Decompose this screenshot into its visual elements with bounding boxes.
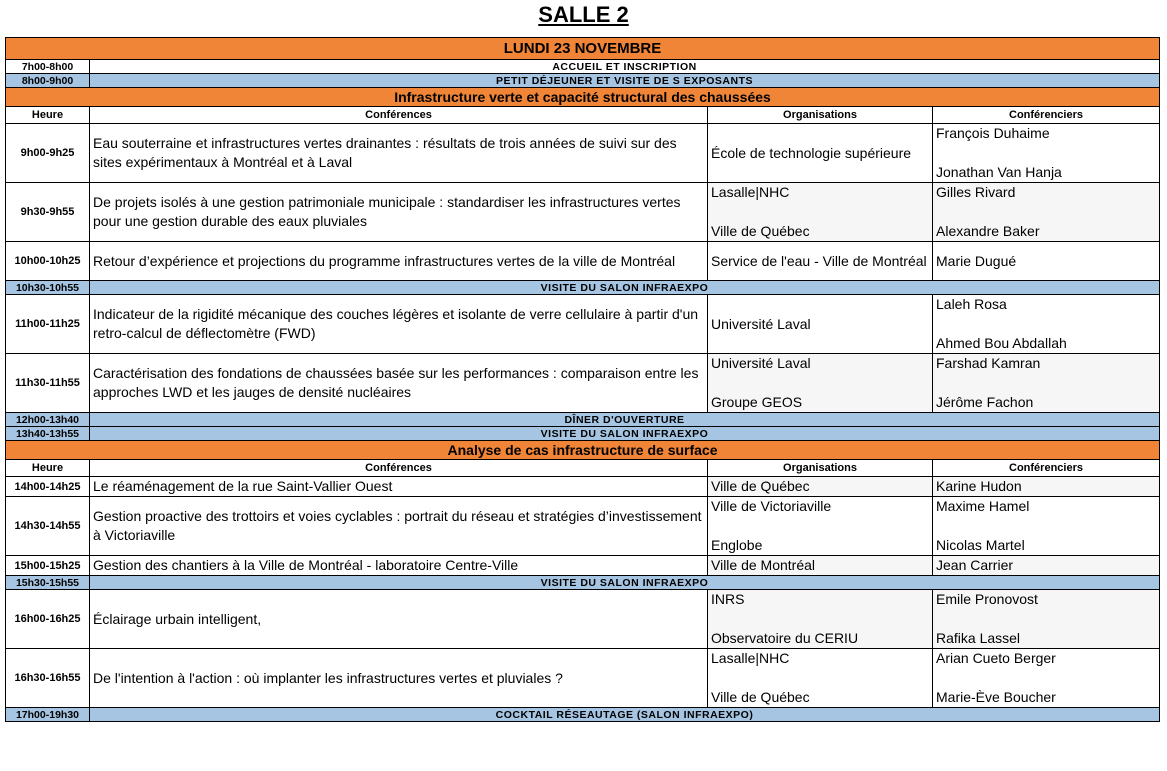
speaker-name: Jean Carrier xyxy=(936,557,1014,573)
session-title: De l'intention à l'action : où implanter les infrastructures vertes et pluviales ? xyxy=(90,649,708,708)
speaker-name: Alexandre Baker xyxy=(936,223,1040,239)
session-time: 9h30-9h55 xyxy=(6,183,90,242)
session-speakers xyxy=(933,354,1160,413)
header-time: Heure xyxy=(6,460,90,477)
session-organisation xyxy=(708,477,933,497)
organisation-name: Université Laval xyxy=(711,355,811,371)
band-row-visite-1 xyxy=(6,281,1160,295)
session-title: Gestion proactive des trottoirs et voies cyclables : portrait du réseau et stratégies d’investissement à Victoriaville xyxy=(90,497,708,556)
page-title-text: SALLE 2 xyxy=(538,2,629,27)
session-title: Éclairage urbain intelligent, xyxy=(90,590,708,649)
organisation-name: Ville de Québec xyxy=(711,689,810,705)
organisation-name: Université Laval xyxy=(711,315,811,332)
band-label: VISITE DU SALON INFRAEXPO xyxy=(90,576,1160,590)
session-time: 15h00-15h25 xyxy=(6,556,90,576)
speaker-name: Karine Hudon xyxy=(936,478,1022,494)
speaker-name: Rafika Lassel xyxy=(936,630,1021,646)
session-speakers xyxy=(933,590,1160,649)
header-speakers: Conférenciers xyxy=(933,460,1160,477)
session-speakers xyxy=(933,477,1160,497)
speaker-name: Nicolas Martel xyxy=(936,537,1025,553)
speaker-name: Maxime Hamel xyxy=(936,498,1030,514)
header-conferences: Conférences xyxy=(90,460,708,477)
session-time: 9h00-9h25 xyxy=(6,124,90,183)
band-time: 17h00-19h30 xyxy=(6,708,90,722)
session-time: 16h00-16h25 xyxy=(6,590,90,649)
band-row-diner xyxy=(6,413,1160,427)
session-speakers xyxy=(933,183,1160,242)
header-organisations: Organisations xyxy=(708,460,933,477)
band-row-accueil xyxy=(6,60,1160,74)
section-title: Analyse de cas infrastructure de surface xyxy=(6,441,1160,460)
session-title: Caractérisation des fondations de chaussées basée sur les performances : comparaison entre les approches LWD et les jauges de densité nucléaires xyxy=(90,354,708,413)
band-label: VISITE DU SALON INFRAEXPO xyxy=(90,281,1160,295)
header-speakers: Conférenciers xyxy=(933,107,1160,124)
session-time: 16h30-16h55 xyxy=(6,649,90,708)
speaker-name: Marie-Ève Boucher xyxy=(936,689,1056,705)
band-time: 10h30-10h55 xyxy=(6,281,90,295)
session-row xyxy=(6,477,1160,497)
session-time: 14h00-14h25 xyxy=(6,477,90,497)
session-title: Gestion des chantiers à la Ville de Montréal - laboratoire Centre-Ville xyxy=(90,556,708,576)
speaker-name: Ahmed Bou Abdallah xyxy=(936,335,1067,351)
session-speakers xyxy=(933,556,1160,576)
band-time: 12h00-13h40 xyxy=(6,413,90,427)
speaker-name: Jonathan Van Hanja xyxy=(936,164,1062,180)
organisation-name: Ville de Québec xyxy=(711,223,810,239)
speaker-name: Arian Cueto Berger xyxy=(936,650,1056,666)
organisation-name: Englobe xyxy=(711,537,763,553)
session-speakers xyxy=(933,497,1160,556)
speaker-name: Laleh Rosa xyxy=(936,296,1007,312)
column-header-row xyxy=(6,107,1160,124)
session-time: 14h30-14h55 xyxy=(6,497,90,556)
session-row xyxy=(6,590,1160,649)
session-row xyxy=(6,295,1160,354)
session-title: Indicateur de la rigidité mécanique des couches légères et isolante de verre cellulaire à partir d'un retro-calcul de déflectomètre (FWD) xyxy=(90,295,708,354)
organisation-name: Service de l'eau - Ville de Montréal xyxy=(711,252,927,269)
schedule-table xyxy=(5,37,1160,722)
speaker-name: Farshad Kamran xyxy=(936,355,1041,371)
band-time: 7h00-8h00 xyxy=(6,60,90,74)
session-organisation xyxy=(708,556,933,576)
column-header-row xyxy=(6,460,1160,477)
organisation-name: Ville de Montréal xyxy=(711,557,816,573)
header-organisations: Organisations xyxy=(708,107,933,124)
band-time: 15h30-15h55 xyxy=(6,576,90,590)
band-row-visite-3 xyxy=(6,576,1160,590)
section-header-row-1 xyxy=(6,88,1160,107)
session-row xyxy=(6,497,1160,556)
band-time: 13h40-13h55 xyxy=(6,427,90,441)
session-time: 10h00-10h25 xyxy=(6,242,90,281)
page-title xyxy=(0,0,1167,34)
session-organisation xyxy=(708,124,933,183)
band-label: ACCUEIL ET INSCRIPTION xyxy=(90,60,1160,74)
speaker-name: Gilles Rivard xyxy=(936,184,1016,200)
organisation-name: Ville de Victoriaville xyxy=(711,498,832,514)
organisation-name: Observatoire du CERIU xyxy=(711,630,859,646)
speaker-name: Emile Pronovost xyxy=(936,591,1038,607)
organisation-name: Ville de Québec xyxy=(711,478,810,494)
session-organisation xyxy=(708,649,933,708)
band-label: VISITE DU SALON INFRAEXPO xyxy=(90,427,1160,441)
session-row xyxy=(6,124,1160,183)
day-title: LUNDI 23 NOVEMBRE xyxy=(6,38,1160,60)
organisation-name: Lasalle|NHC xyxy=(711,184,790,200)
band-row-petit-dejeuner xyxy=(6,74,1160,88)
session-title: De projets isolés à une gestion patrimoniale municipale : standardiser les infrastructures vertes pour une gestion durable des eaux pluviales xyxy=(90,183,708,242)
session-organisation xyxy=(708,295,933,354)
session-speakers xyxy=(933,242,1160,281)
speaker-name: François Duhaime xyxy=(936,125,1050,141)
session-speakers xyxy=(933,649,1160,708)
session-title: Eau souterraine et infrastructures vertes drainantes : résultats de trois années de suivi sur des sites expérimentaux à Montréal et à Laval xyxy=(90,124,708,183)
session-row xyxy=(6,242,1160,281)
session-row xyxy=(6,354,1160,413)
band-label: COCKTAIL RÉSEAUTAGE (SALON INFRAEXPO) xyxy=(90,708,1160,722)
organisation-name: École de technologie supérieure xyxy=(711,144,912,161)
header-time: Heure xyxy=(6,107,90,124)
band-row-cocktail xyxy=(6,708,1160,722)
band-row-visite-2 xyxy=(6,427,1160,441)
organisation-name: Lasalle|NHC xyxy=(711,650,790,666)
session-organisation xyxy=(708,590,933,649)
speaker-name: Marie Dugué xyxy=(936,252,1017,269)
session-time: 11h30-11h55 xyxy=(6,354,90,413)
session-organisation xyxy=(708,354,933,413)
band-label: DÎNER D'OUVERTURE xyxy=(90,413,1160,427)
session-row xyxy=(6,556,1160,576)
session-speakers xyxy=(933,124,1160,183)
band-label: PETIT DÉJEUNER ET VISITE DE S EXPOSANTS xyxy=(90,74,1160,88)
header-conferences: Conférences xyxy=(90,107,708,124)
session-time: 11h00-11h25 xyxy=(6,295,90,354)
session-organisation xyxy=(708,497,933,556)
organisation-name: Groupe GEOS xyxy=(711,394,803,410)
session-organisation xyxy=(708,242,933,281)
session-title: Le réaménagement de la rue Saint-Vallier Ouest xyxy=(90,477,708,497)
session-title: Retour d’expérience et projections du programme infrastructures vertes de la ville de Montréal xyxy=(90,242,708,281)
session-organisation xyxy=(708,183,933,242)
session-row xyxy=(6,183,1160,242)
speaker-name: Jérôme Fachon xyxy=(936,394,1034,410)
session-row xyxy=(6,649,1160,708)
band-time: 8h00-9h00 xyxy=(6,74,90,88)
day-header-row xyxy=(6,38,1160,60)
section-title: Infrastructure verte et capacité structural des chaussées xyxy=(6,88,1160,107)
organisation-name: INRS xyxy=(711,591,745,607)
session-speakers xyxy=(933,295,1160,354)
section-header-row-2 xyxy=(6,441,1160,460)
